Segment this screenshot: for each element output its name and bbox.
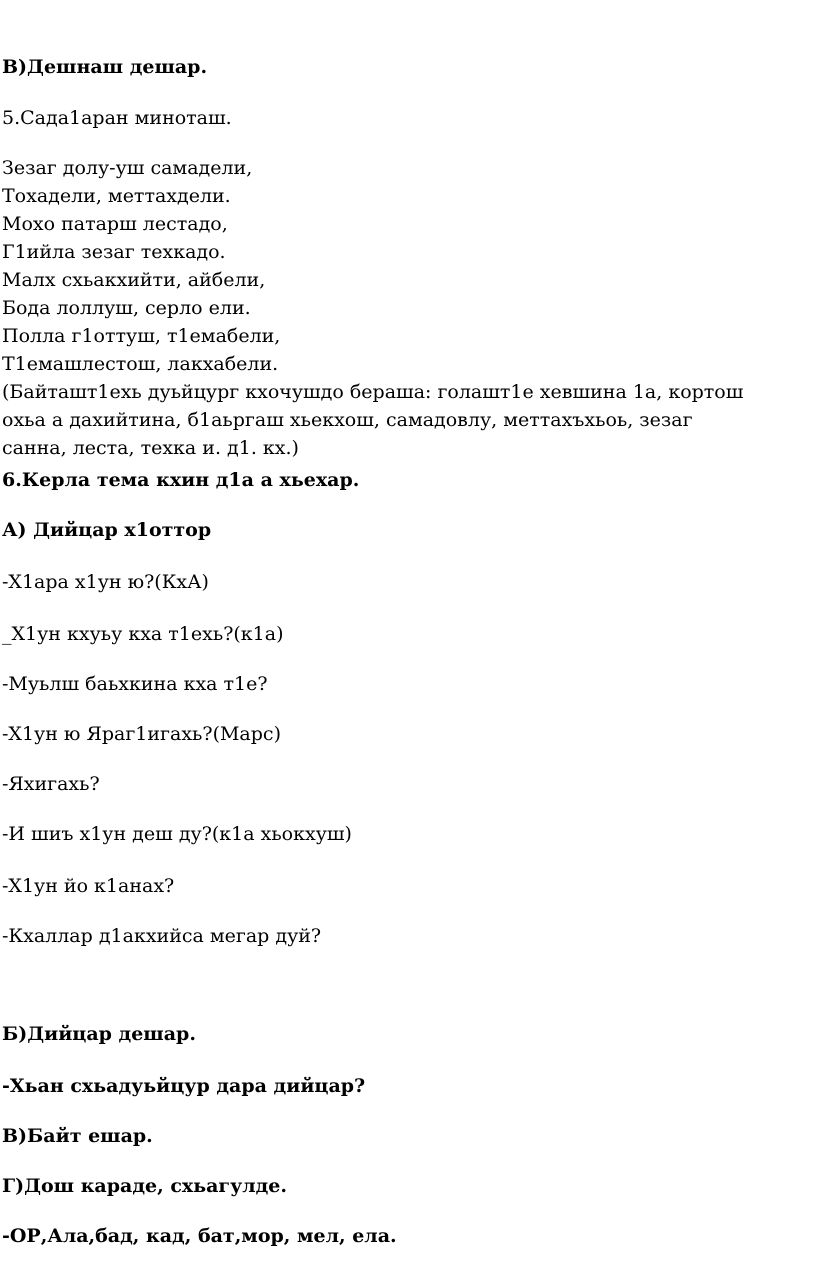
poem-line: Мохо патарш лестадо, [2,213,228,235]
question-item: -Яхигахь? [2,773,100,795]
section-b-title: Б)Дийцар дешар. [2,1023,196,1045]
poem-line: Г1ийла зезаг техкадо. [2,241,226,263]
poem-line: Бода лоллуш, серло ели. [2,297,251,319]
section-a-title: А) Дийцар х1оттор [2,519,212,541]
section-v-title: В)Дешнаш дешар. [2,56,208,78]
question-item: -Х1ун йо к1анах? [2,875,175,897]
item5-title: 5.Сада1аран миноташ. [2,107,232,129]
question-item: -Кхаллар д1акхийса мегар дуй? [2,925,322,947]
section-g-title: Г)Дош караде, схьагулде. [2,1175,287,1197]
note-line: охьа а дахийтина, б1аьргаш хьекхош, самадовлу, меттахъхьоь, зезаг [2,409,693,431]
words-line: -ОР,Ала,бад, кад, бат,мор, мел, ела. [2,1225,397,1247]
note-line: санна, леста, техка и. д1. кх.) [2,437,299,459]
question-item: -Муьлш баьхкина кха т1е? [2,673,268,695]
poem-line: Полла г1оттуш, т1емабели, [2,325,281,347]
note-line: (Байташт1ехь дуьйцург кхочушдо бераша: голашт1е хевшина 1а, кортош [2,381,744,403]
poem-line: Зезаг долу-уш самадели, [2,157,253,179]
item6-title: 6.Керла тема кхин д1а а хьехар. [2,469,360,491]
question-b: -Хьан схьадуьйцур дара дийцар? [2,1075,366,1097]
question-item: -И шиъ х1ун деш ду?(к1а хьокхуш) [2,823,352,845]
section-v2-title: В)Байт ешар. [2,1125,153,1147]
poem-line: Т1емашлестош, лакхабели. [2,353,279,375]
poem-line: Малх схьакхийти, айбели, [2,269,266,291]
question-item: -Х1ун ю Яраг1игахь?(Марс) [2,723,281,745]
question-item: _Х1ун кхуьу кха т1ехь?(к1а) [2,623,284,645]
question-item: -Х1ара х1ун ю?(КхА) [2,571,209,593]
poem-line: Тохадели, меттахдели. [2,185,231,207]
